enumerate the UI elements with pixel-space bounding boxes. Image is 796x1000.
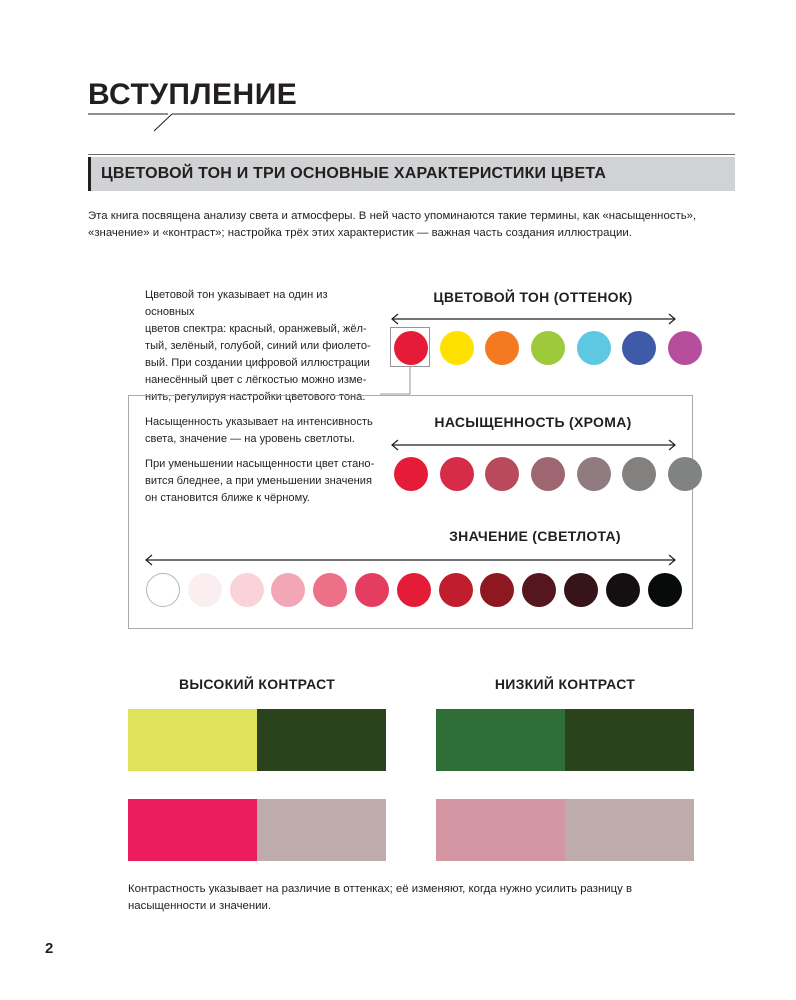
color-swatch-dot: [271, 573, 305, 607]
color-swatch-dot: [622, 331, 656, 365]
text-line: тый, зелёный, голубой, синий или фиолето-: [145, 340, 371, 352]
value-range-arrow: [144, 554, 678, 566]
color-swatch-dot: [439, 573, 473, 607]
color-swatch-dot: [146, 573, 180, 607]
color-swatch-dot: [668, 457, 702, 491]
saturation-swatch-row: [394, 457, 702, 491]
swatch: [128, 799, 257, 861]
hue-description: [145, 287, 375, 406]
text-line: нить, регулируя настройки цветового тона.: [145, 391, 366, 403]
swatch: [128, 709, 257, 771]
color-swatch-dot: [480, 573, 514, 607]
color-swatch-dot: [531, 457, 565, 491]
low-contrast-pair-2: [436, 799, 694, 861]
color-swatch-dot: [577, 457, 611, 491]
value-swatch-row: [146, 573, 682, 607]
color-swatch-dot: [606, 573, 640, 607]
color-swatch-dot: [622, 457, 656, 491]
hue-connector-line: [380, 366, 432, 398]
swatch: [565, 799, 694, 861]
saturation-heading: НАСЫЩЕННОСТЬ (ХРОМА): [434, 414, 632, 430]
section-header-band: [88, 157, 735, 191]
color-swatch-dot: [531, 331, 565, 365]
color-swatch-dot: [313, 573, 347, 607]
color-swatch-dot: [397, 573, 431, 607]
saturation-description: [145, 414, 380, 507]
color-swatch-dot: [440, 457, 474, 491]
text-line: вый. При создании цифровой иллюстрации: [145, 357, 370, 369]
high-contrast-pair-1: [128, 709, 386, 771]
swatch: [436, 709, 565, 771]
color-swatch-dot: [355, 573, 389, 607]
color-swatch-dot: [230, 573, 264, 607]
contrast-description: Контрастность указывает на различие в оттенках; её изменяют, когда нужно усилить разницу в насыщенности и значении.: [128, 883, 633, 912]
text-line: Насыщенность указывает на интенсивность: [145, 416, 373, 428]
text-line: вится бледнее, а при уменьшении значения: [145, 475, 372, 487]
high-contrast-pair-2: [128, 799, 386, 861]
color-swatch-dot: [485, 457, 519, 491]
hue-swatch-row: [394, 331, 702, 365]
text-line: цветов спектра: красный, оранжевый, жёл-: [145, 323, 367, 335]
hue-range-arrow: [390, 313, 678, 325]
page-title: ВСТУПЛЕНИЕ: [88, 78, 298, 111]
high-contrast-label: ВЫСОКИЙ КОНТРАСТ: [178, 676, 336, 692]
title-underline: [88, 112, 738, 134]
text-line: он становится ближе к чёрному.: [145, 492, 310, 504]
color-swatch-dot: [394, 457, 428, 491]
saturation-description-text: [145, 414, 380, 448]
low-contrast-pair-1: [436, 709, 694, 771]
swatch: [565, 709, 694, 771]
page-number: 2: [45, 940, 54, 957]
text-line: При уменьшении насыщенности цвет стано-: [145, 458, 375, 470]
color-swatch-dot: [668, 331, 702, 365]
section-band-rule: [88, 154, 735, 155]
color-swatch-dot: [485, 331, 519, 365]
low-contrast-label: НИЗКИЙ КОНТРАСТ: [494, 676, 636, 692]
swatch: [257, 709, 386, 771]
color-swatch-dot: [648, 573, 682, 607]
color-swatch-dot: [577, 331, 611, 365]
swatch: [257, 799, 386, 861]
text-line: света, значение — на уровень светлоты.: [145, 433, 355, 445]
swatch: [436, 799, 565, 861]
saturation-range-arrow: [390, 439, 678, 451]
color-swatch-dot: [440, 331, 474, 365]
hue-description-text: [145, 287, 375, 406]
color-swatch-dot: [564, 573, 598, 607]
color-swatch-dot: [394, 331, 428, 365]
value-description-text: [145, 456, 380, 507]
text-line: Цветовой тон указывает на один из основных: [145, 289, 328, 318]
color-swatch-dot: [522, 573, 556, 607]
color-swatch-dot: [188, 573, 222, 607]
hue-heading: ЦВЕТОВОЙ ТОН (ОТТЕНОК): [433, 289, 633, 305]
section-title: ЦВЕТОВОЙ ТОН И ТРИ ОСНОВНЫЕ ХАРАКТЕРИСТИКИ ЦВЕТА: [101, 165, 607, 182]
value-heading: ЗНАЧЕНИЕ (СВЕТЛОТА): [449, 528, 621, 544]
intro-paragraph: Эта книга посвящена анализу света и атмосферы. В ней часто упоминаются такие термины, как «насыщенность», «значение» и «контраст»; настройка трёх этих характеристик — важная часть создания иллюстрации.: [88, 210, 697, 239]
text-line: нанесённый цвет с лёгкостью можно изме-: [145, 374, 367, 386]
